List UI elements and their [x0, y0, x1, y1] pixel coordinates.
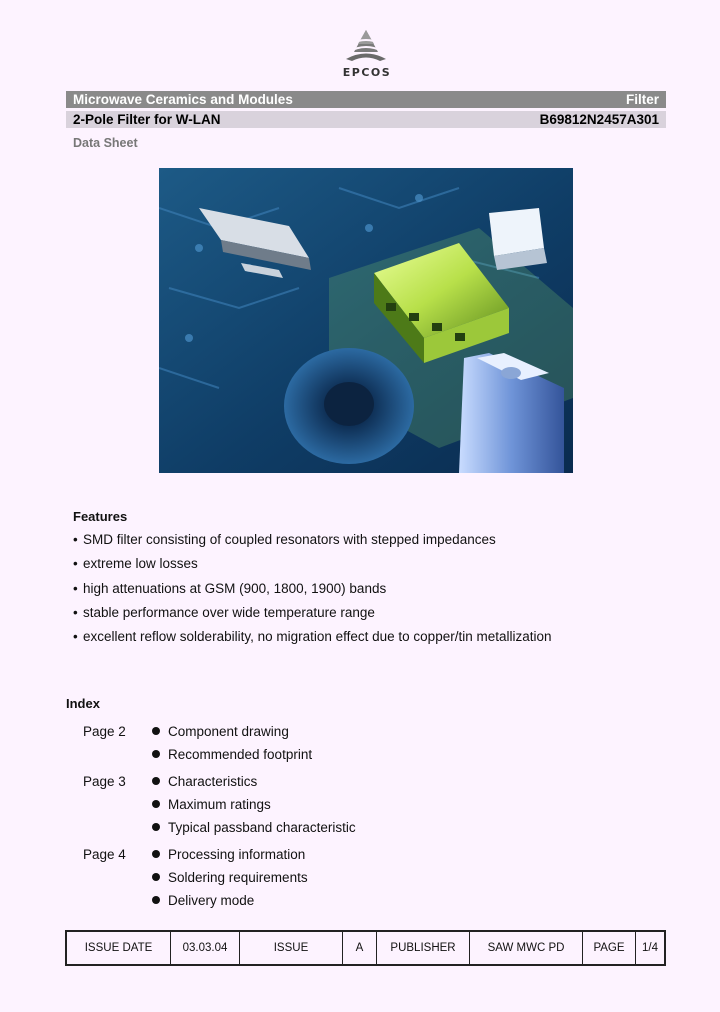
bullet-icon: [152, 896, 160, 904]
issue-value: A: [343, 932, 377, 964]
index-item-text: Typical passband characteristic: [168, 820, 356, 835]
index-item-text: Component drawing: [168, 724, 289, 739]
index-page-label: Page 2: [83, 724, 126, 739]
index-item-text: Characteristics: [168, 774, 258, 789]
feature-item: [73, 532, 552, 556]
index-item: [152, 847, 305, 862]
page-value: 1/4: [642, 942, 658, 954]
brand-name: EPCOS: [342, 66, 392, 79]
document-info-table: [65, 930, 666, 966]
index-item: [152, 870, 308, 885]
feature-text: extreme low losses: [83, 556, 198, 572]
feature-text: stable performance over wide temperature range: [83, 604, 375, 620]
index-item: [152, 893, 254, 908]
bullet-icon: •: [73, 556, 78, 572]
bullet-icon: [152, 727, 160, 735]
bullet-icon: [152, 823, 160, 831]
features-list: [73, 532, 552, 653]
issue-label: ISSUE: [240, 932, 343, 964]
bullet-icon: [152, 850, 160, 858]
index-item-text: Recommended footprint: [168, 747, 313, 762]
index-heading: Index: [66, 696, 100, 711]
index-page-label: Page 3: [83, 774, 126, 789]
document-subtitle: Data Sheet: [73, 136, 138, 150]
index-item-text: Maximum ratings: [168, 797, 271, 812]
category-bar: [66, 91, 666, 108]
issue-date-label: ISSUE DATE: [67, 932, 171, 964]
part-number: B69812N2457A301: [539, 112, 659, 127]
issue-date-value: 03.03.04: [171, 932, 240, 964]
category-title: Microwave Ceramics and Modules: [73, 92, 293, 107]
feature-text: SMD filter consisting of coupled resonators with stepped impedances: [83, 532, 496, 547]
index-item: [152, 820, 356, 835]
feature-text: high attenuations at GSM (900, 1800, 1900) bands: [83, 580, 387, 596]
bullet-icon: [152, 800, 160, 808]
page-label: PAGE: [583, 932, 636, 964]
product-photo: [159, 168, 573, 473]
index-item-text: Delivery mode: [168, 893, 255, 908]
publisher-value: SAW MWC PD: [470, 932, 583, 964]
feature-item: [73, 629, 552, 653]
product-title: 2-Pole Filter for W-LAN: [73, 112, 221, 127]
product-type: Filter: [625, 92, 659, 107]
bullet-icon: •: [73, 629, 78, 645]
publisher-label: PUBLISHER: [377, 932, 470, 964]
index-item-text: Soldering requirements: [168, 870, 308, 885]
bullet-icon: •: [73, 532, 78, 547]
feature-text: excellent reflow solderability, no migration effect due to copper/tin metallization: [83, 629, 552, 645]
feature-item: [73, 556, 552, 580]
index-item: [152, 774, 257, 789]
product-bar: [66, 111, 666, 128]
index-item: [152, 747, 312, 762]
bullet-icon: [152, 750, 160, 758]
index-item: [152, 724, 289, 739]
bullet-icon: [152, 777, 160, 785]
bullet-icon: [152, 873, 160, 881]
bullet-icon: •: [73, 580, 78, 596]
bullet-icon: •: [73, 604, 78, 620]
index-item-text: Processing information: [168, 847, 306, 862]
index-item: [152, 797, 271, 812]
feature-item: [73, 605, 552, 629]
index-page-label: Page 4: [83, 847, 126, 862]
features-heading: Features: [73, 509, 128, 524]
feature-item: [73, 581, 552, 605]
